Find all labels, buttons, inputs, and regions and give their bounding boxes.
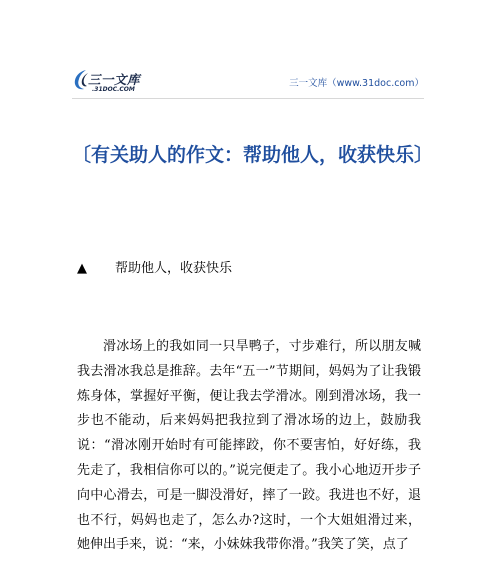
logo-text: 三一文库 xyxy=(88,72,141,87)
logo-subtext: .31DOC.COM xyxy=(92,86,135,93)
site-logo xyxy=(72,66,162,96)
document-title: 〔有关助人的作文：帮助他人，收获快乐〕 xyxy=(72,144,434,166)
site-link[interactable]: 三一文库（www.31doc.com） xyxy=(289,78,424,89)
body-paragraph: 滑冰场上的我如同一只旱鸭子，寸步难行，所以朋友喊我去滑冰我总是推辞。去年“五一”节期间，妈妈为了让我锻炼身体，掌握好平衡，便让我去学滑冰。刚到滑冰场，我一步也不能动，后来妈妈把我拉到了滑冰场的边上，鼓励我说：“滑冰刚开始时有可能摔跤，你不要害怕，好好练，我先走了，我相信你可以的。”说完便走了。我小心地迈开步子向中心滑去，可是一脚没滑好，摔了一跤。我进也不好，退也不行，妈妈也走了，怎么办?这时，一个大姐姐滑过来，她伸出手来，说：“来，小妹妹我带你滑。”我笑了笑，点了 xyxy=(77,339,421,553)
section-heading-text: 帮助他人，收获快乐 xyxy=(115,261,233,276)
triangle-bullet-icon: ▲ xyxy=(77,261,87,276)
section-heading xyxy=(77,259,232,279)
header-divider xyxy=(72,98,424,99)
page-header xyxy=(72,66,424,100)
